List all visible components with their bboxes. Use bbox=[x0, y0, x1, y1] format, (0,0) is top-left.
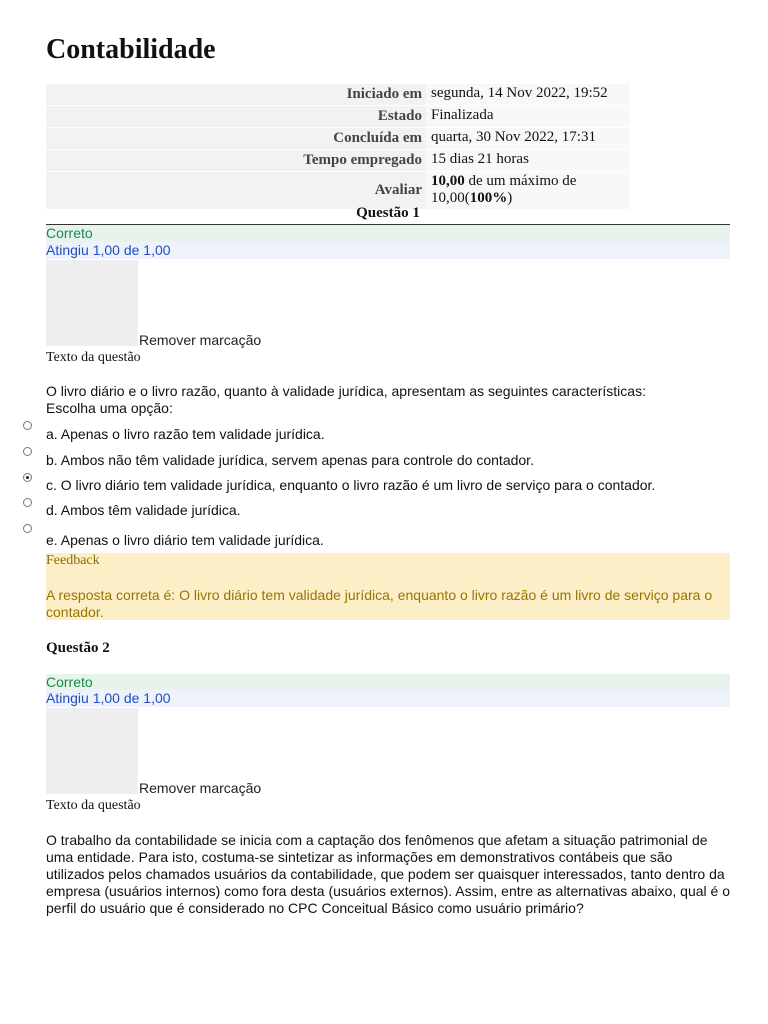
feedback-title: Feedback bbox=[46, 553, 100, 568]
radio-option-d[interactable] bbox=[23, 498, 32, 507]
summary-row-started bbox=[46, 84, 630, 106]
summary-row-completed bbox=[46, 128, 630, 150]
summary-label: Avaliar bbox=[46, 172, 426, 210]
summary-row-state bbox=[46, 106, 630, 128]
option-b-label[interactable]: b. Ambos não têm validade jurídica, servem apenas para controle do contador. bbox=[46, 452, 534, 468]
summary-row-time bbox=[46, 150, 630, 172]
summary-value bbox=[426, 172, 630, 210]
question-1-heading: Questão 1 bbox=[356, 205, 420, 221]
summary-row-grade bbox=[46, 172, 630, 210]
question-1-text-label: Texto da questão bbox=[46, 350, 141, 365]
summary-label: Estado bbox=[46, 106, 426, 128]
summary-value: quarta, 30 Nov 2022, 17:31 bbox=[426, 128, 630, 150]
question-1-prompt: Escolha uma opção: bbox=[46, 400, 173, 416]
radio-option-a[interactable] bbox=[23, 421, 32, 430]
option-a-label[interactable]: a. Apenas o livro razão tem validade jurídica. bbox=[46, 426, 325, 442]
attempt-summary-table bbox=[46, 84, 630, 210]
question-2-text-label: Texto da questão bbox=[46, 798, 141, 813]
summary-label: Iniciado em bbox=[46, 84, 426, 106]
option-e-label[interactable]: e. Apenas o livro diário tem validade jurídica. bbox=[46, 532, 324, 548]
summary-value: 15 dias 21 horas bbox=[426, 150, 630, 172]
feedback-text: A resposta correta é: O livro diário tem validade jurídica, enquanto o livro razão é um livro de serviço para o contador. bbox=[46, 587, 713, 620]
question-1-remove-flag[interactable]: Remover marcação bbox=[139, 332, 262, 348]
radio-option-e[interactable] bbox=[23, 524, 32, 533]
grade-text: de um máximo de 10,00( bbox=[431, 173, 577, 206]
page-title: Contabilidade bbox=[46, 34, 216, 65]
grade-percent: 100% bbox=[469, 190, 508, 206]
question-1-feedback bbox=[46, 553, 730, 620]
grade-text-end: ) bbox=[507, 190, 513, 206]
summary-value: Finalizada bbox=[426, 106, 630, 128]
question-2-grade: Atingiu 1,00 de 1,00 bbox=[46, 690, 730, 707]
question-2-text: O trabalho da contabilidade se inicia com a captação dos fenômenos que afetam a situação patrimonial de uma entidade. Para isto, costuma-se sintetizar as informações em demonstrativos contábeis que são utilizados pelos chamados usuários da contabilidade, que podem ser quaisquer interessados, tanto dentro da empresa (usuários internos) como fora desta (usuários externos). Assim, entre as alternativas abaixo, qual é o perfil do usuário que é considerado no CPC Conceitual Básico como usuário primário? bbox=[46, 832, 730, 916]
summary-value: segunda, 14 Nov 2022, 19:52 bbox=[426, 84, 630, 106]
question-2-heading: Questão 2 bbox=[46, 640, 110, 656]
question-1-state: Correto bbox=[46, 225, 730, 242]
option-c-label[interactable]: c. O livro diário tem validade jurídica, enquanto o livro razão é um livro de serviço para o contador. bbox=[46, 477, 656, 493]
summary-label: Concluída em bbox=[46, 128, 426, 150]
radio-option-b[interactable] bbox=[23, 447, 32, 456]
option-d-label[interactable]: d. Ambos têm validade jurídica. bbox=[46, 502, 241, 518]
question-2-state: Correto bbox=[46, 674, 730, 691]
question-1-flag-icon[interactable] bbox=[46, 260, 138, 346]
question-2-flag-icon[interactable] bbox=[46, 708, 138, 794]
radio-option-c[interactable] bbox=[23, 473, 32, 482]
summary-label: Tempo empregado bbox=[46, 150, 426, 172]
grade-value: 10,00 bbox=[431, 173, 465, 189]
question-2-remove-flag[interactable]: Remover marcação bbox=[139, 780, 262, 796]
question-1-text: O livro diário e o livro razão, quanto à validade jurídica, apresentam as seguintes características: bbox=[46, 383, 646, 399]
question-1-grade: Atingiu 1,00 de 1,00 bbox=[46, 242, 730, 259]
